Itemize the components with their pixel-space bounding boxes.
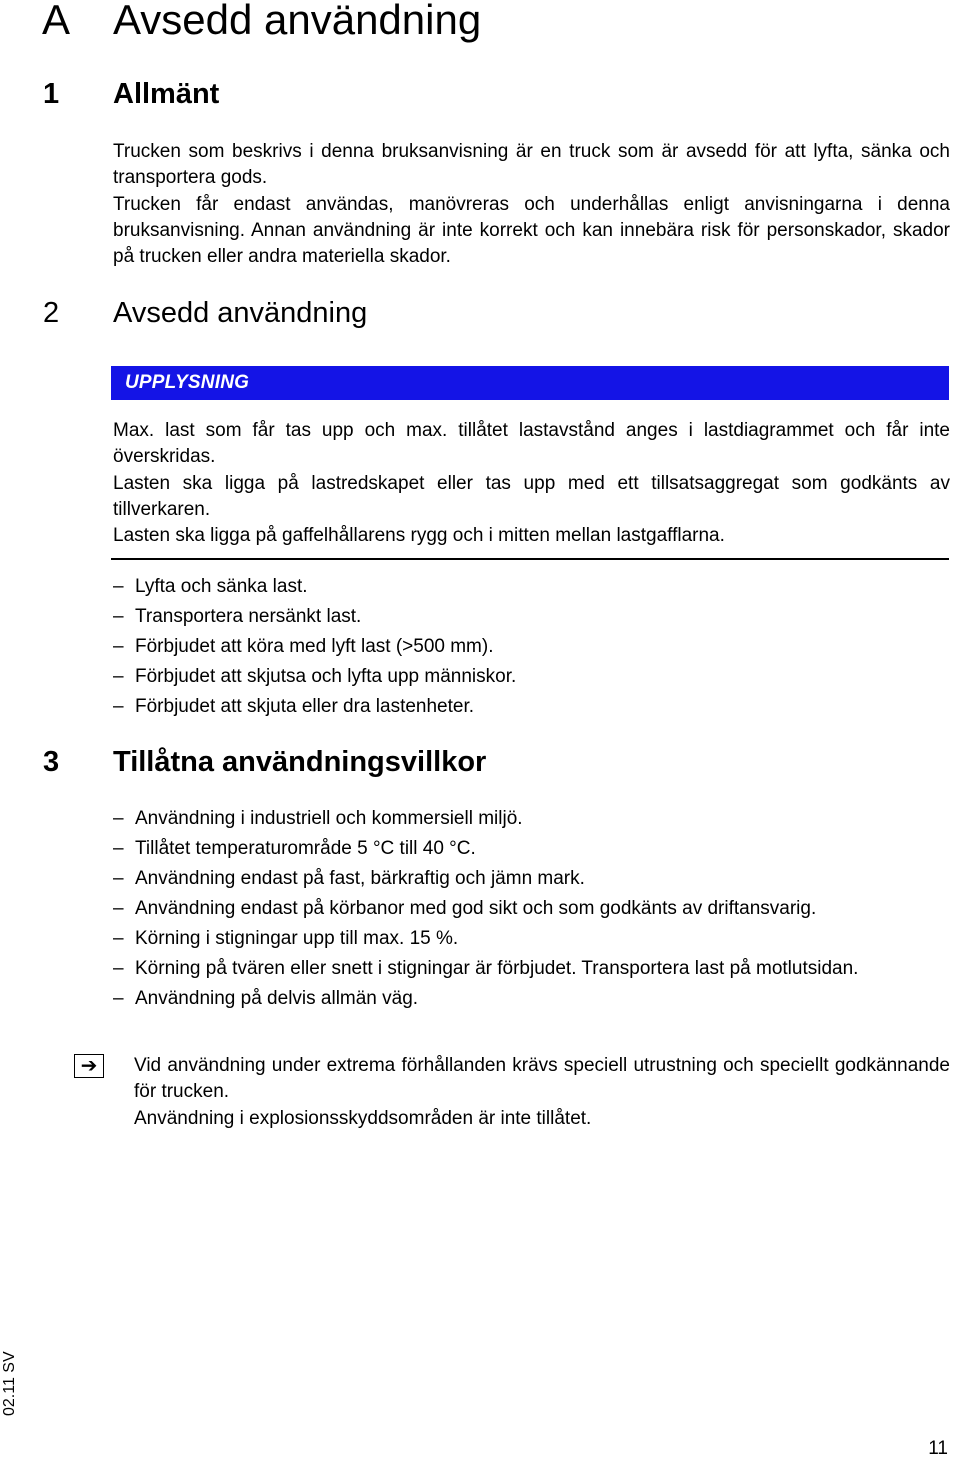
section-1-number: 1 xyxy=(43,78,60,110)
note-body xyxy=(134,1053,950,1132)
arrow-right-icon xyxy=(74,1054,104,1078)
list-item: – Lyfta och sänka last. xyxy=(113,574,950,600)
list-item: – Användning i industriell och kommersiell miljö. xyxy=(113,806,950,832)
notice-divider xyxy=(111,558,949,560)
list-item: – Körning i stigningar upp till max. 15 %. xyxy=(113,926,950,952)
notice-line: Lasten ska ligga på gaffelhållarens rygg och i mitten mellan lastgafflarna. xyxy=(113,525,725,547)
usage-list xyxy=(113,574,950,724)
chapter-title: Avsedd användning xyxy=(113,0,482,43)
section-3-number: 3 xyxy=(43,746,60,778)
list-item: – Tillåtet temperaturområde 5 °C till 40 °C. xyxy=(113,836,950,862)
list-item: – Förbjudet att skjuta eller dra lastenheter. xyxy=(113,694,950,720)
notice-header xyxy=(111,366,949,400)
arrow-glyph: ➔ xyxy=(80,1055,98,1077)
note-line: Användning i explosionsskyddsområden är inte tillåtet. xyxy=(134,1107,592,1129)
list-item: – Användning på delvis allmän väg. xyxy=(113,986,950,1012)
notice-line: Max. last som får tas upp och max. tillåtet lastavstånd anges i lastdiagrammet och får inte överskridas. xyxy=(113,420,950,468)
paragraph: Trucken får endast användas, manövreras och underhållas enligt anvisningarna i denna bruksanvisning. Annan användning är inte korrekt och kan innebära risk för personskador, skador på trucken eller andra materiella skador. xyxy=(113,193,950,268)
list-item: – Användning endast på körbanor med god sikt och som godkänts av driftansvarig. xyxy=(113,896,950,922)
list-item: – Förbjudet att köra med lyft last (>500 mm). xyxy=(113,634,950,660)
conditions-list xyxy=(113,806,950,1016)
chapter-letter: A xyxy=(42,0,71,43)
list-item: – Förbjudet att skjutsa och lyfta upp människor. xyxy=(113,664,950,690)
list-item: – Transportera nersänkt last. xyxy=(113,604,950,630)
section-2-title: Avsedd användning xyxy=(113,297,368,329)
list-item: – Användning endast på fast, bärkraftig och jämn mark. xyxy=(113,866,950,892)
paragraph: Trucken som beskrivs i denna bruksanvisning är en truck som är avsedd för att lyfta, sänka och transportera gods. xyxy=(113,141,950,189)
section-1-body xyxy=(113,139,950,270)
section-3-title: Tillåtna användningsvillkor xyxy=(113,746,487,778)
note-line: Vid användning under extrema förhållanden krävs speciell utrustning och speciellt godkännande för trucken. xyxy=(134,1055,950,1103)
edition-code: 02.11 SV xyxy=(1,1351,18,1416)
notice-line: Lasten ska ligga på lastredskapet eller tas upp med ett tillsatsaggregat som godkänts av tillverkaren. xyxy=(113,472,950,520)
notice-body xyxy=(113,418,950,549)
section-1-title: Allmänt xyxy=(113,78,220,110)
section-2-number: 2 xyxy=(43,297,60,329)
list-item: – Körning på tvären eller snett i stigningar är förbjudet. Transportera last på motlutsidan. xyxy=(113,956,950,982)
page-number: 11 xyxy=(928,1438,948,1459)
notice-label: UPPLYSNING xyxy=(125,372,250,393)
